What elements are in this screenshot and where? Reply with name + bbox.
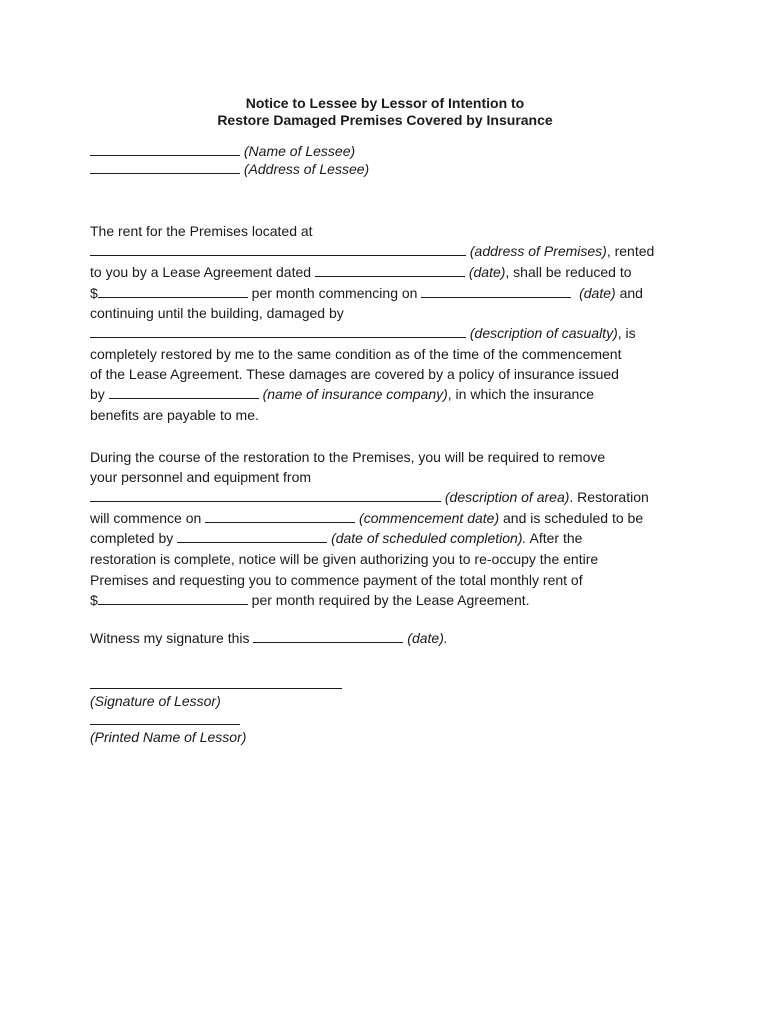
para2-line-8-tail: per month required by the Lease Agreement. — [247, 592, 530, 608]
witness-date-blank[interactable] — [253, 629, 403, 643]
para1-line-6-tail: , is — [617, 325, 636, 341]
para2-line-7: Premises and requesting you to commence payment of the total monthly rent of — [90, 572, 583, 588]
premises-address-blank[interactable] — [90, 242, 466, 256]
lessee-name-row — [90, 142, 355, 160]
title-line-1: Notice to Lessee by Lessor of Intention to — [245, 95, 525, 111]
lessee-name-label: (Name of Lessee) — [243, 143, 356, 159]
reduced-rent-blank[interactable] — [98, 284, 248, 298]
commencing-date-label: (date) — [579, 285, 616, 301]
para2-line-6: restoration is complete, notice will be given authorizing you to re-occupy the entire — [90, 551, 599, 567]
witness-line — [90, 629, 448, 647]
dollar-sign: $ — [90, 285, 98, 301]
para1-line-3-tail: , shall be reduced to — [505, 264, 632, 280]
lessee-address-blank[interactable] — [90, 160, 240, 174]
para2-line-4 — [90, 509, 643, 527]
para1-line-8: of the Lease Agreement. These damages are covered by a policy of insurance issued — [90, 366, 619, 382]
lease-date-blank[interactable] — [315, 263, 465, 277]
casualty-label: (description of casualty) — [469, 325, 618, 341]
lease-date-label: (date) — [468, 264, 506, 280]
title-line-2: Restore Damaged Premises Covered by Insurance — [217, 112, 553, 128]
para1-line-3-text: to you by a Lease Agreement dated — [90, 264, 315, 280]
para1-line-7: completely restored by me to the same condition as of the time of the commencement — [90, 346, 622, 362]
para2-line-5-tail: After the — [526, 530, 583, 546]
monthly-rent-blank[interactable] — [98, 591, 248, 605]
para1-line-1: The rent for the Premises located at — [90, 223, 313, 239]
completion-date-label: (date of scheduled completion). — [331, 530, 527, 546]
commencing-date-blank[interactable] — [421, 284, 571, 298]
para1-line-9-tail: , in which the insurance — [447, 386, 595, 402]
para2-line-4-tail: and is scheduled to be — [499, 510, 644, 526]
para1-line-4-text: per month commencing on — [247, 285, 422, 301]
premises-address-label: (address of Premises) — [469, 243, 607, 259]
para2-line-8 — [90, 591, 530, 609]
insurance-company-label: (name of insurance company) — [262, 386, 448, 402]
para1-line-4-tail: and — [615, 285, 643, 301]
para1-line-9 — [90, 385, 594, 403]
para1-line-4 — [90, 284, 643, 302]
witness-text: Witness my signature this — [90, 630, 254, 646]
commencement-date-blank[interactable] — [205, 509, 355, 523]
para2-line-2: your personnel and equipment from — [90, 469, 312, 485]
para2-line-3 — [90, 488, 649, 506]
para2-line-5-text: completed by — [90, 530, 178, 546]
para1-line-6 — [90, 324, 636, 342]
dollar-sign-2: $ — [90, 592, 98, 608]
para2-line-3-tail: . Restoration — [569, 489, 649, 505]
lessee-name-blank[interactable] — [90, 142, 240, 156]
signature-label: (Signature of Lessor) — [90, 693, 221, 709]
area-description-blank[interactable] — [90, 488, 441, 502]
casualty-blank[interactable] — [90, 324, 466, 338]
para1-line-9-text: by — [90, 386, 109, 402]
completion-date-blank[interactable] — [177, 529, 327, 543]
para1-line-10: benefits are payable to me. — [90, 407, 259, 423]
para2-line-1: During the course of the restoration to the Premises, you will be required to remove — [90, 449, 606, 465]
para1-line-2-tail: , rented — [606, 243, 655, 259]
witness-date-label: (date). — [407, 630, 448, 646]
para1-line-2 — [90, 242, 654, 260]
lessee-address-label: (Address of Lessee) — [243, 161, 370, 177]
printed-name-line[interactable] — [90, 724, 240, 725]
insurance-company-blank[interactable] — [109, 385, 259, 399]
commencement-date-label: (commencement date) — [359, 510, 500, 526]
printed-name-label: (Printed Name of Lessor) — [90, 729, 247, 745]
area-description-label: (description of area) — [444, 489, 570, 505]
para2-line-4-text: will commence on — [90, 510, 206, 526]
lessee-address-row — [90, 160, 369, 178]
signature-line[interactable] — [90, 688, 342, 689]
para1-line-5: continuing until the building, damaged by — [90, 305, 344, 321]
para2-line-5 — [90, 529, 582, 547]
para1-line-3 — [90, 263, 632, 281]
